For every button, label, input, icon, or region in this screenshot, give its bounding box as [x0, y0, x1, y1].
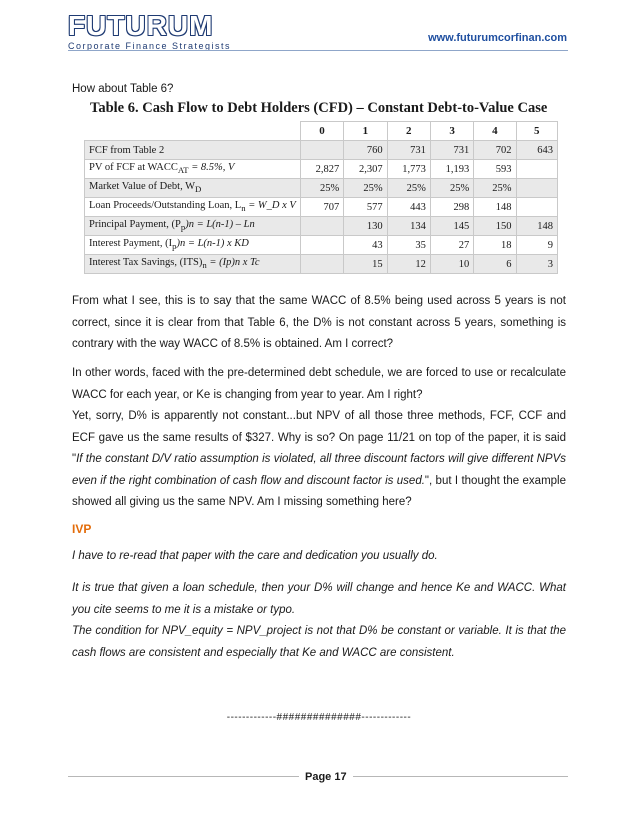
row-label: [85, 198, 301, 217]
table-row: [85, 217, 558, 236]
col-header: 0: [300, 122, 343, 141]
cell: 148: [474, 198, 516, 217]
row-label-tail: )n = L(n-1) – Ln: [185, 219, 255, 231]
cell: 134: [387, 217, 430, 236]
col-header: 5: [516, 122, 557, 141]
paragraph-3-end: ", but I thought the example showed all giving us the same NPV. Am I missing something here?: [72, 474, 566, 508]
cell: 12: [387, 255, 430, 274]
row-label-tail: )n = L(n-1) x KD: [176, 238, 249, 250]
cell: [516, 198, 557, 217]
cell: 731: [387, 141, 430, 160]
row-label-text: Loan Proceeds/Outstanding Loan, L: [89, 200, 242, 212]
cell: 1,193: [430, 160, 473, 179]
row-label-sub: p: [180, 222, 186, 233]
cell: 130: [344, 217, 387, 236]
cell: 6: [474, 255, 516, 274]
cell: 148: [516, 217, 557, 236]
col-header: 2: [387, 122, 430, 141]
cell: [516, 179, 557, 198]
cell: 25%: [344, 179, 387, 198]
cell: 577: [344, 198, 387, 217]
paragraph-3-quote: If the constant D/V ratio assumption is violated, all three discount factors will give different NPVs even if the right combination of cash flow and discount factor is used.: [72, 453, 566, 487]
cell: 298: [430, 198, 473, 217]
cell: 25%: [387, 179, 430, 198]
logo-tagline: Corporate Finance Strategists: [68, 41, 232, 51]
row-label-text: PV of FCF at WACC: [89, 162, 178, 174]
cell: 150: [474, 217, 516, 236]
row-label: [85, 179, 301, 198]
row-label-tail: = W_D x V: [245, 200, 296, 212]
website-link[interactable]: www.futurumcorfinan.com: [428, 32, 567, 44]
page-number: Page 17: [299, 771, 353, 783]
row-label-sub: D: [195, 184, 202, 195]
cell: [516, 160, 557, 179]
paragraph-1: From what I see, this is to say that the same WACC of 8.5% being used across 5 years is not correct, since it is clear from that Table 6, the D% is not constant across 5 years, something is contrary with the way WACC of 8.5% is obtained. Am I correct?: [72, 295, 566, 350]
cell: [300, 141, 343, 160]
table-row: [85, 236, 558, 255]
cell: 25%: [300, 179, 343, 198]
col-header: 3: [430, 122, 473, 141]
row-label-text: Market Value of Debt, W: [89, 181, 196, 193]
reply-2-text: It is true that given a loan schedule, then your D% will change and hence Ke and WACC. What you cite seems to me it is a mistake or typo.: [72, 582, 566, 616]
cell: 15: [344, 255, 387, 274]
cell: 760: [344, 141, 387, 160]
cell: 145: [430, 217, 473, 236]
ivp-heading: IVP: [72, 522, 92, 536]
table-row: [85, 179, 558, 198]
row-label-text: Interest Tax Savings, (ITS): [89, 257, 203, 269]
col-header: 1: [344, 122, 387, 141]
cell: 35: [387, 236, 430, 255]
cell: 643: [516, 141, 557, 160]
reply-2: [72, 578, 566, 621]
reply-3: [72, 621, 566, 664]
row-label: FCF from Table 2: [85, 141, 301, 160]
table-title: Table 6. Cash Flow to Debt Holders (CFD) – Constant Debt-to-Value Case: [90, 100, 548, 116]
cell: 27: [430, 236, 473, 255]
row-label-sub: n: [202, 260, 207, 271]
cell: 443: [387, 198, 430, 217]
cell: 3: [516, 255, 557, 274]
reply-3-text: The condition for NPV_equity = NPV_project is not that D% be constant or variable. It is that the cash flows are consistent and especially that Ke and WACC are consistent.: [72, 625, 566, 659]
cell: 25%: [474, 179, 516, 198]
reply-1-text: I have to re-read that paper with the care and dedication you usually do.: [72, 550, 438, 562]
row-label: [85, 255, 301, 274]
cell: 593: [474, 160, 516, 179]
row-label-text: Interest Payment, (I: [89, 238, 173, 250]
futurum-logo: [68, 12, 231, 51]
cell: 707: [300, 198, 343, 217]
paragraph-3-start: Yet, sorry, D% is apparently not constant...but NPV of all those three methods, FCF, CCF and ECF gave us the same results of $327. Why is so? On page 11/21 on top of the paper, it is said ": [72, 410, 566, 465]
cell: 2,307: [344, 160, 387, 179]
cell: 702: [474, 141, 516, 160]
table-row: [85, 255, 558, 274]
cell: [300, 255, 343, 274]
header-label-cell: [85, 122, 301, 141]
row-label-sub: AT: [177, 165, 189, 176]
table-row: [85, 198, 558, 217]
row-label-text: Principal Payment, (P: [89, 219, 181, 231]
row-label-tail: = (Ip)n x Tc: [206, 257, 260, 269]
row-label: [85, 160, 301, 179]
cell: 1,773: [387, 160, 430, 179]
row-label-sub: n: [241, 203, 246, 214]
cell: 2,827: [300, 160, 343, 179]
cell: [300, 217, 343, 236]
paragraph-2: In other words, faced with the pre-determined debt schedule, we are forced to use or recalculate WACC for each year, or Ke is changing from year to year. Am I right?: [72, 367, 566, 401]
table-6: [84, 100, 558, 274]
table-row: [85, 141, 558, 160]
section-separator: -------------##############-------------: [226, 712, 412, 723]
row-label-tail: = 8.5%, V: [188, 162, 235, 174]
reply-1: [72, 546, 566, 568]
table-row: [85, 160, 558, 179]
cell: 9: [516, 236, 557, 255]
col-header: 4: [474, 122, 516, 141]
header-divider: [68, 50, 568, 51]
cell: 25%: [430, 179, 473, 198]
logo-word: FUTURUM: [68, 10, 214, 41]
row-label-sub: p: [172, 241, 177, 252]
table-header-row: [85, 122, 558, 141]
cell: 43: [344, 236, 387, 255]
intro-text: How about Table 6?: [72, 83, 174, 95]
cell: 18: [474, 236, 516, 255]
cell: [300, 236, 343, 255]
cell: 10: [430, 255, 473, 274]
row-label: [85, 236, 301, 255]
row-label: [85, 217, 301, 236]
paragraph-3: [72, 406, 566, 514]
cfd-table: [84, 121, 558, 274]
cell: 731: [430, 141, 473, 160]
